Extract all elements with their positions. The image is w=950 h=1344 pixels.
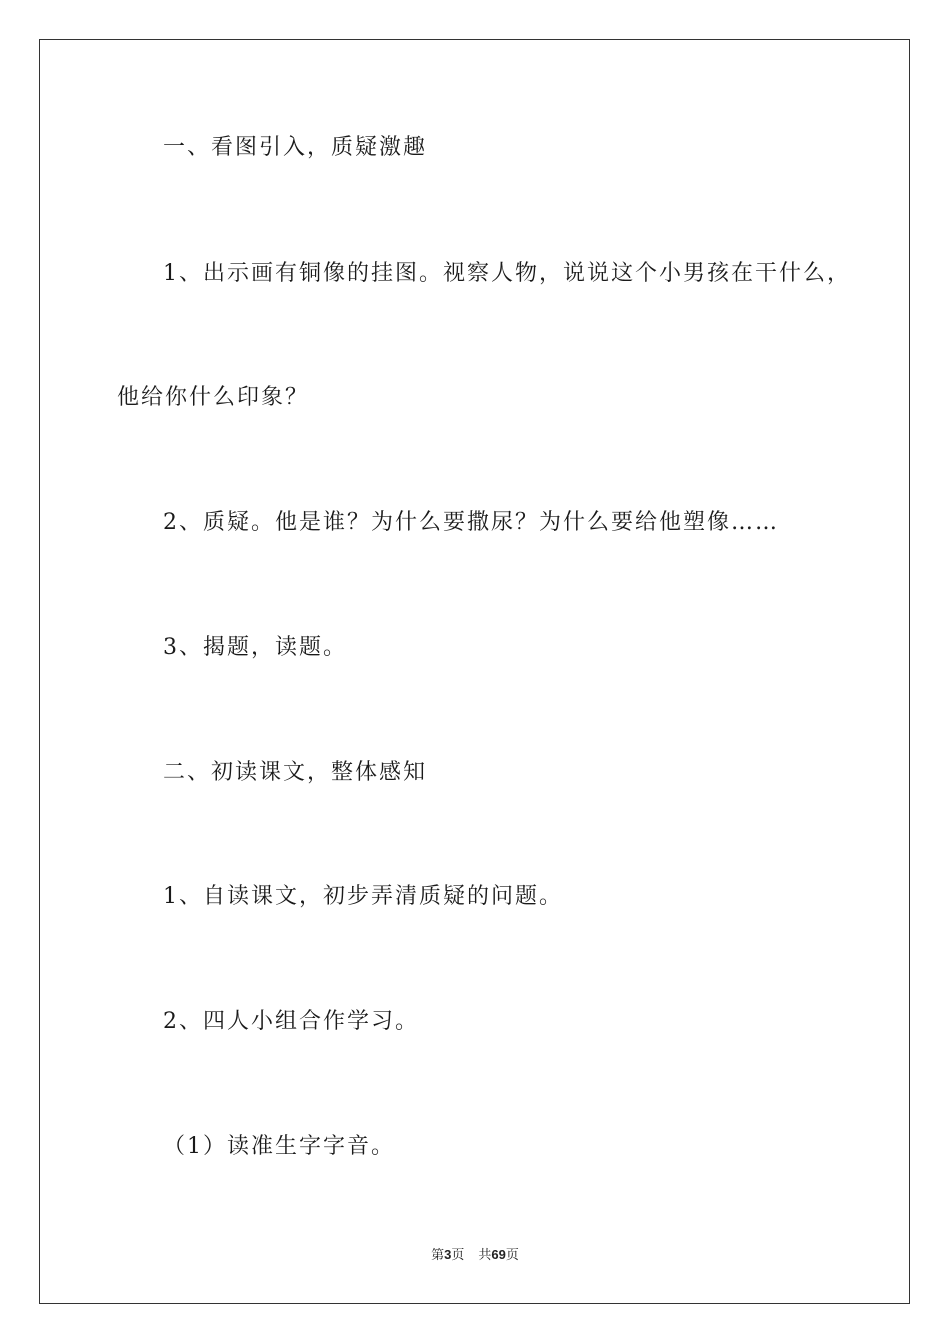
footer-page-prefix: 第 (431, 1248, 445, 1263)
paragraph-4: 1、自读课文，初步弄清质疑的问题。 (163, 884, 563, 909)
paragraph-1-line-2: 他给你什么印象？ (117, 385, 310, 410)
footer-total-pages: 69 (491, 1247, 506, 1262)
paragraph-3: 3、揭题，读题。 (163, 635, 347, 660)
paragraph-5: 2、四人小组合作学习。 (163, 1009, 419, 1034)
page-footer (0, 1246, 950, 1265)
footer-page-number: 3 (444, 1247, 452, 1262)
section-heading-1: 一、看图引入，质疑激趣 (163, 135, 428, 160)
section-heading-2: 二、初读课文，整体感知 (163, 760, 428, 785)
paragraph-2: 2、质疑。他是谁？为什么要撒尿？为什么要给他塑像…… (163, 510, 779, 535)
footer-page-suffix: 页 (451, 1248, 465, 1263)
paragraph-1-line-1: 1、出示画有铜像的挂图。视察人物，说说这个小男孩在干什么， (163, 261, 851, 286)
footer-total-suffix: 页 (505, 1248, 519, 1263)
footer-total-prefix: 共 (478, 1248, 492, 1263)
paragraph-6: （1）读准生字字音。 (163, 1134, 395, 1159)
page-border (39, 39, 910, 1304)
